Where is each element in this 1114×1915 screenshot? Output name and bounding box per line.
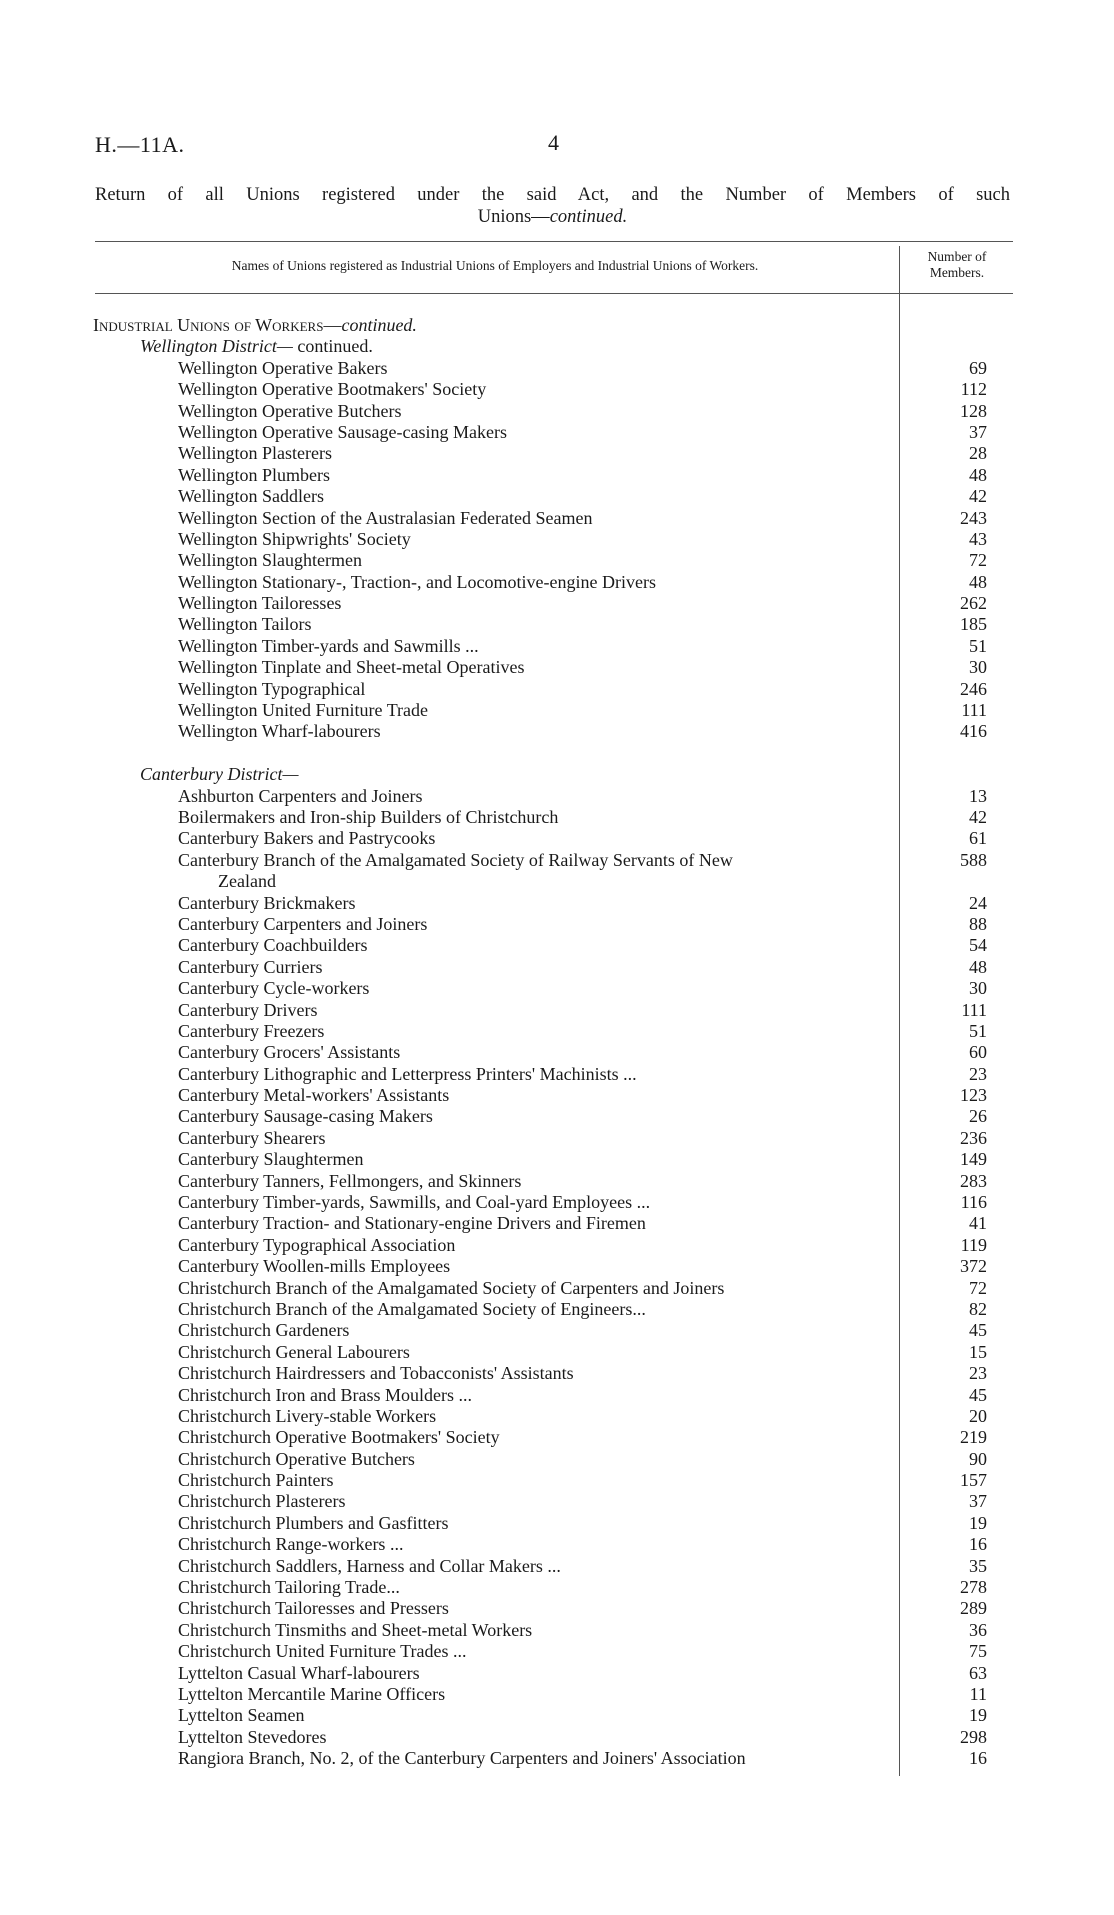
- member-count: 149: [960, 1149, 987, 1170]
- member-count: 90: [969, 1448, 987, 1469]
- table-row: [0, 1534, 1114, 1555]
- union-name: Wellington Section of the Australasian Federated Seamen: [178, 507, 593, 528]
- union-name: Wellington Stationary-, Traction-, and Locomotive-engine Drivers: [178, 571, 656, 592]
- member-count: 23: [969, 1063, 987, 1084]
- union-name: Wellington Plumbers: [178, 464, 331, 485]
- union-name: Canterbury Curriers: [178, 956, 323, 977]
- header-bottom-rule: [95, 293, 1013, 294]
- table-row: [0, 1598, 1114, 1619]
- section-heading: [0, 315, 1114, 336]
- union-name: Canterbury Bakers and Pastrycooks: [178, 828, 436, 849]
- table-row: [0, 1278, 1114, 1299]
- table-row: [0, 358, 1114, 379]
- table-row: [0, 1470, 1114, 1491]
- column-header-members-line-2: Members.: [929, 265, 985, 280]
- table-row: [0, 850, 1114, 871]
- union-name: Wellington Tailors: [178, 614, 312, 635]
- member-count: 111: [961, 999, 987, 1020]
- member-count: 24: [969, 892, 987, 913]
- member-count: 72: [969, 1277, 987, 1298]
- member-count: 16: [969, 1748, 987, 1769]
- member-count: 54: [969, 935, 987, 956]
- union-name: Lyttelton Seamen: [178, 1705, 305, 1726]
- column-header-members-line-1: Number of: [927, 249, 987, 264]
- union-name: Canterbury Cycle-workers: [178, 978, 370, 999]
- table-row: [0, 700, 1114, 721]
- union-name: Wellington Wharf-labourers: [178, 721, 381, 742]
- union-name: Christchurch Saddlers, Harness and Collar Makers ...: [178, 1555, 561, 1576]
- member-count: 37: [969, 421, 987, 442]
- union-name: Christchurch Plumbers and Gasfitters: [178, 1512, 449, 1533]
- union-name: Christchurch Gardeners: [178, 1320, 350, 1341]
- member-count: 298: [960, 1726, 987, 1747]
- union-name: Canterbury Timber-yards, Sawmills, and Coal-yard Employees ...: [178, 1192, 651, 1213]
- member-count: 48: [969, 571, 987, 592]
- wellington-suffix: continued.: [292, 336, 373, 357]
- union-name: Christchurch Hairdressers and Tobacconists' Assistants: [178, 1363, 574, 1384]
- member-count: 19: [969, 1705, 987, 1726]
- member-count: 42: [969, 806, 987, 827]
- table-row: [0, 401, 1114, 422]
- member-count: 112: [960, 379, 987, 400]
- union-name: Wellington Tinplate and Sheet-metal Operatives: [178, 657, 525, 678]
- union-name: Lyttelton Casual Wharf-labourers: [178, 1662, 420, 1683]
- table-row: [0, 1256, 1114, 1277]
- table-row: [0, 914, 1114, 935]
- caption-line-2-italic: continued.: [549, 207, 628, 227]
- union-name: Wellington Saddlers: [178, 486, 325, 507]
- member-count: 262: [960, 593, 987, 614]
- union-name: Canterbury Slaughtermen: [178, 1149, 364, 1170]
- table-row: [0, 550, 1114, 571]
- member-count: 30: [969, 978, 987, 999]
- table-row: [0, 636, 1114, 657]
- district-heading-wellington: [0, 336, 1114, 357]
- member-count: 20: [969, 1405, 987, 1426]
- member-count: 88: [969, 913, 987, 934]
- union-name: Canterbury Freezers: [178, 1020, 325, 1041]
- union-name: Zealand: [218, 871, 276, 892]
- table-row: [0, 465, 1114, 486]
- table-row: [0, 1641, 1114, 1662]
- member-count: 48: [969, 956, 987, 977]
- member-count: 63: [969, 1662, 987, 1683]
- table-row: [0, 1320, 1114, 1341]
- union-name: Wellington Typographical: [178, 678, 366, 699]
- table-row: [0, 1727, 1114, 1748]
- member-count: 41: [969, 1213, 987, 1234]
- table-row: [0, 978, 1114, 999]
- union-name: Canterbury Shearers: [178, 1127, 326, 1148]
- canterbury-union-list: [0, 786, 1114, 1770]
- table-row: [0, 508, 1114, 529]
- table-row: [0, 1000, 1114, 1021]
- table-row: [0, 1663, 1114, 1684]
- section-gap: [0, 743, 1114, 764]
- table-row: [0, 1128, 1114, 1149]
- table-row: [0, 1620, 1114, 1641]
- table-row: [0, 1171, 1114, 1192]
- member-count: 19: [969, 1512, 987, 1533]
- member-count: 243: [960, 507, 987, 528]
- union-name: Wellington United Furniture Trade: [178, 700, 429, 721]
- member-count: 45: [969, 1384, 987, 1405]
- member-count: 26: [969, 1106, 987, 1127]
- column-header-names: Names of Unions registered as Industrial Unions of Employers and Industrial Unions of Workers.: [231, 258, 759, 273]
- union-name: Christchurch Tailoresses and Pressers: [178, 1598, 449, 1619]
- union-name: Wellington Plasterers: [178, 443, 333, 464]
- union-name: Canterbury Lithographic and Letterpress Printers' Machinists ...: [178, 1063, 637, 1084]
- caption-line-2-prefix: Unions—: [477, 207, 550, 227]
- member-count: 278: [960, 1577, 987, 1598]
- union-name: Canterbury Carpenters and Joiners: [178, 913, 428, 934]
- member-count: 42: [969, 486, 987, 507]
- table-row: [0, 893, 1114, 914]
- union-name: Wellington Operative Sausage-casing Makers: [178, 421, 507, 442]
- union-name: Christchurch Iron and Brass Moulders ...: [178, 1384, 472, 1405]
- table-row: [0, 443, 1114, 464]
- table-row: [0, 422, 1114, 443]
- union-name: Canterbury Tanners, Fellmongers, and Skinners: [178, 1170, 522, 1191]
- member-count: 283: [960, 1170, 987, 1191]
- member-count: 30: [969, 657, 987, 678]
- member-count: 289: [960, 1598, 987, 1619]
- member-count: 246: [960, 678, 987, 699]
- table-caption: [95, 184, 1010, 228]
- union-name: Canterbury Coachbuilders: [178, 935, 368, 956]
- table-row: [0, 1577, 1114, 1598]
- union-name: Christchurch Plasterers: [178, 1491, 346, 1512]
- table-row: [0, 614, 1114, 635]
- member-count: 60: [969, 1042, 987, 1063]
- table-row: [0, 1064, 1114, 1085]
- table-row: [0, 486, 1114, 507]
- union-name: Wellington Tailoresses: [178, 593, 342, 614]
- canterbury-label: Canterbury District—: [140, 764, 299, 785]
- table-row: [0, 572, 1114, 593]
- table-row: [0, 1513, 1114, 1534]
- member-count: 35: [969, 1555, 987, 1576]
- union-name: Wellington Slaughtermen: [178, 550, 363, 571]
- member-count: 75: [969, 1641, 987, 1662]
- table-row: [0, 379, 1114, 400]
- union-name: Christchurch Branch of the Amalgamated Society of Carpenters and Joiners: [178, 1277, 725, 1298]
- member-count: 48: [969, 464, 987, 485]
- union-name: Wellington Operative Butchers: [178, 400, 402, 421]
- union-name: Ashburton Carpenters and Joiners: [178, 785, 423, 806]
- union-name: Canterbury Branch of the Amalgamated Society of Railway Servants of New: [178, 849, 733, 870]
- table-row: [0, 1213, 1114, 1234]
- member-count: 372: [960, 1256, 987, 1277]
- union-name: Wellington Timber-yards and Sawmills ...: [178, 635, 479, 656]
- union-name: Canterbury Brickmakers: [178, 892, 356, 913]
- table-row: [0, 1085, 1114, 1106]
- union-name: Canterbury Metal-workers' Assistants: [178, 1085, 450, 1106]
- union-name: Christchurch General Labourers: [178, 1341, 410, 1362]
- union-name: Lyttelton Mercantile Marine Officers: [178, 1684, 446, 1704]
- union-name: Christchurch United Furniture Trades ...: [178, 1641, 467, 1662]
- union-name: Canterbury Typographical Association: [178, 1234, 456, 1255]
- table-row: [0, 1705, 1114, 1726]
- table-body: [0, 315, 1114, 1770]
- section-heading-label: Industrial Unions of Workers—: [93, 315, 342, 335]
- page-number: 4: [548, 130, 559, 155]
- member-count: 588: [960, 849, 987, 870]
- district-heading-canterbury: [0, 764, 1114, 785]
- union-name: Christchurch Operative Bootmakers' Society: [178, 1427, 500, 1448]
- table-row: [0, 1021, 1114, 1042]
- table-row: [0, 721, 1114, 742]
- table-row: [0, 1449, 1114, 1470]
- member-count: 16: [969, 1534, 987, 1555]
- member-count: 61: [969, 828, 987, 849]
- table-row: [0, 1427, 1114, 1448]
- wellington-label: Wellington District—: [140, 336, 293, 357]
- union-name: Wellington Operative Bakers: [178, 357, 388, 378]
- table-row: [0, 1684, 1114, 1705]
- union-name: Christchurch Operative Butchers: [178, 1448, 415, 1469]
- table-row: [0, 1385, 1114, 1406]
- union-name: Rangiora Branch, No. 2, of the Canterbury Carpenters and Joiners' Association: [178, 1748, 746, 1769]
- table-row: [0, 1149, 1114, 1170]
- union-name: Christchurch Painters: [178, 1470, 334, 1491]
- table-row: [0, 786, 1114, 807]
- table-row: [0, 957, 1114, 978]
- table-row: [0, 807, 1114, 828]
- member-count: 72: [969, 550, 987, 571]
- member-count: 15: [969, 1341, 987, 1362]
- union-name: Canterbury Woollen-mills Employees: [178, 1256, 451, 1277]
- union-name: Canterbury Drivers: [178, 999, 318, 1020]
- union-name: Christchurch Tailoring Trade...: [178, 1577, 400, 1598]
- caption-line-1: Return of all Unions registered under the said Act, and the Number of Members of such: [95, 185, 1010, 205]
- union-name: Boilermakers and Iron-ship Builders of Christchurch: [178, 806, 559, 827]
- table-row: [0, 657, 1114, 678]
- table-row: [0, 679, 1114, 700]
- table-row: [0, 1299, 1114, 1320]
- table-row: [0, 828, 1114, 849]
- member-count: 23: [969, 1363, 987, 1384]
- union-name: Canterbury Traction- and Stationary-engine Drivers and Firemen: [178, 1213, 646, 1234]
- table-row: [0, 1363, 1114, 1384]
- table-row: [0, 1556, 1114, 1577]
- member-count: 51: [969, 635, 987, 656]
- member-count: 37: [969, 1491, 987, 1512]
- top-rule: [95, 241, 1013, 242]
- member-count: 119: [960, 1234, 987, 1255]
- caption-line-2: [95, 206, 1010, 228]
- member-count: 219: [960, 1427, 987, 1448]
- member-count: 43: [969, 528, 987, 549]
- column-header-members: [903, 249, 1011, 281]
- member-count: 11: [969, 1684, 987, 1704]
- union-name: Christchurch Branch of the Amalgamated Society of Engineers...: [178, 1298, 646, 1319]
- union-name: Wellington Operative Bootmakers' Society: [178, 379, 487, 400]
- member-count: 28: [969, 443, 987, 464]
- member-count: 13: [969, 785, 987, 806]
- member-count: 236: [960, 1127, 987, 1148]
- member-count: 157: [960, 1470, 987, 1491]
- table-row: [0, 935, 1114, 956]
- member-count: 185: [960, 614, 987, 635]
- table-row: [0, 1491, 1114, 1512]
- table-row: [0, 1106, 1114, 1127]
- member-count: 51: [969, 1020, 987, 1041]
- union-name: Christchurch Range-workers ...: [178, 1534, 404, 1555]
- union-name: Lyttelton Stevedores: [178, 1726, 327, 1747]
- member-count: 416: [960, 721, 987, 742]
- table-row: [0, 1042, 1114, 1063]
- table-row: [0, 1342, 1114, 1363]
- table-row: [0, 1406, 1114, 1427]
- union-name: Canterbury Grocers' Assistants: [178, 1042, 401, 1063]
- table-row: [0, 871, 1114, 892]
- table-row: [0, 1192, 1114, 1213]
- member-count: 45: [969, 1320, 987, 1341]
- union-name: Christchurch Tinsmiths and Sheet-metal Workers: [178, 1619, 533, 1640]
- member-count: 82: [969, 1298, 987, 1319]
- union-name: Canterbury Sausage-casing Makers: [178, 1106, 433, 1127]
- wellington-union-list: [0, 358, 1114, 743]
- section-heading-italic: continued.: [341, 315, 417, 335]
- table-row: [0, 529, 1114, 550]
- table-row: [0, 1748, 1114, 1769]
- member-count: 116: [960, 1192, 987, 1213]
- member-count: 123: [960, 1085, 987, 1106]
- union-name: Wellington Shipwrights' Society: [178, 528, 411, 549]
- table-row: [0, 1235, 1114, 1256]
- member-count: 128: [960, 400, 987, 421]
- document-reference: H.—11A.: [95, 132, 185, 157]
- member-count: 36: [969, 1619, 987, 1640]
- member-count: 69: [969, 357, 987, 378]
- table-row: [0, 593, 1114, 614]
- union-name: Christchurch Livery-stable Workers: [178, 1405, 437, 1426]
- member-count: 111: [961, 700, 987, 721]
